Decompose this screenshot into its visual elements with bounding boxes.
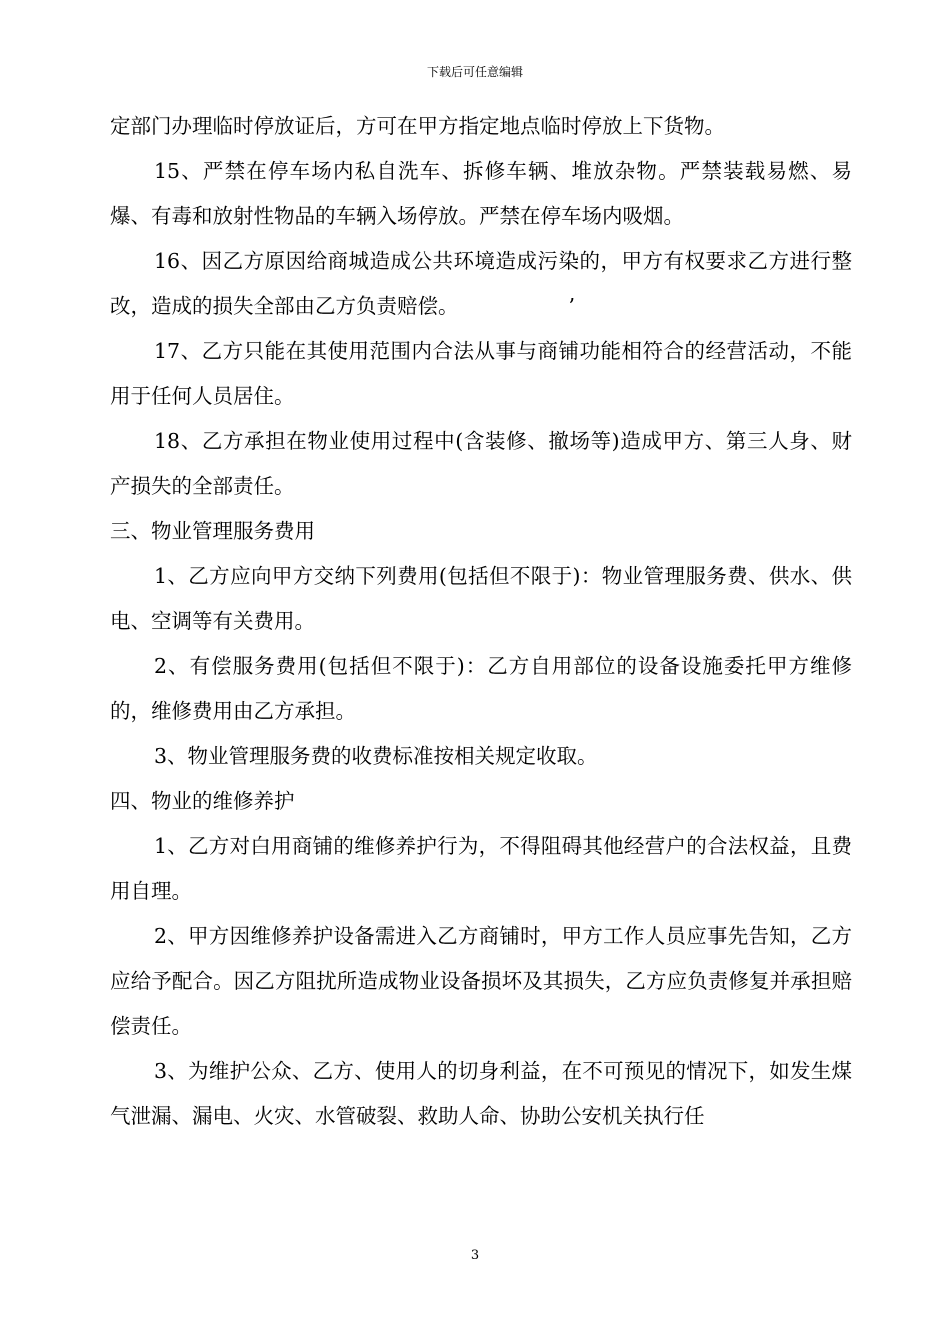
paragraph-maintenance-1: 1、乙方对白用商铺的维修养护行为，不得阻碍其他经营户的合法权益，且费用自理。 <box>110 834 852 903</box>
paragraph-item-16 <box>110 239 852 329</box>
section-heading-3: 三、物业管理服务费用 <box>110 519 315 543</box>
paragraph-maintenance-2: 2、甲方因维修养护设备需进入乙方商铺时，甲方工作人员应事先告知，乙方应给予配合。因乙方阻扰所造成物业设备损坏及其损失，乙方应负责修复并承担赔偿责任。 <box>110 924 852 1038</box>
paragraph-fee-2: 2、有偿服务费用(包括但不限于)：乙方自用部位的设备设施委托甲方维修的，维修费用由乙方承担。 <box>110 654 852 723</box>
section-heading-4: 四、物业的维修养护 <box>110 789 295 813</box>
paragraph-item-15: 15、严禁在停车场内私自洗车、拆修车辆、堆放杂物。严禁装载易燃、易爆、有毒和放射性物品的车辆入场停放。严禁在停车场内吸烟。 <box>110 159 852 228</box>
paragraph-item-18: 18、乙方承担在物业使用过程中(含装修、撤场等)造成甲方、第三人身、财产损失的全部责任。 <box>110 429 852 498</box>
stray-quote-mark: ’ <box>568 294 576 318</box>
paragraph-maintenance-3: 3、为维护公众、乙方、使用人的切身利益，在不可预见的情况下，如发生煤气泄漏、漏电、火灾、水管破裂、救助人命、协助公安机关执行任 <box>110 1059 852 1128</box>
document-body <box>110 104 852 1139</box>
paragraph-fee-3: 3、物业管理服务费的收费标准按相关规定收取。 <box>154 744 598 768</box>
paragraph-fee-1: 1、乙方应向甲方交纳下列费用(包括但不限于)：物业管理服务费、供水、供电、空调等有关费用。 <box>110 564 852 633</box>
page-number: 3 <box>470 1248 480 1263</box>
paragraph-continuation: 定部门办理临时停放证后，方可在甲方指定地点临时停放上下货物。 <box>110 114 725 138</box>
page-header: 下载后可任意编辑 <box>426 65 523 79</box>
paragraph-item-16-text: 16、因乙方原因给商城造成公共环境造成污染的，甲方有权要求乙方进行整改，造成的损失全部由乙方负责赔偿。 <box>110 249 852 318</box>
paragraph-item-17: 17、乙方只能在其使用范围内合法从事与商铺功能相符合的经营活动，不能用于任何人员居住。 <box>110 339 852 408</box>
